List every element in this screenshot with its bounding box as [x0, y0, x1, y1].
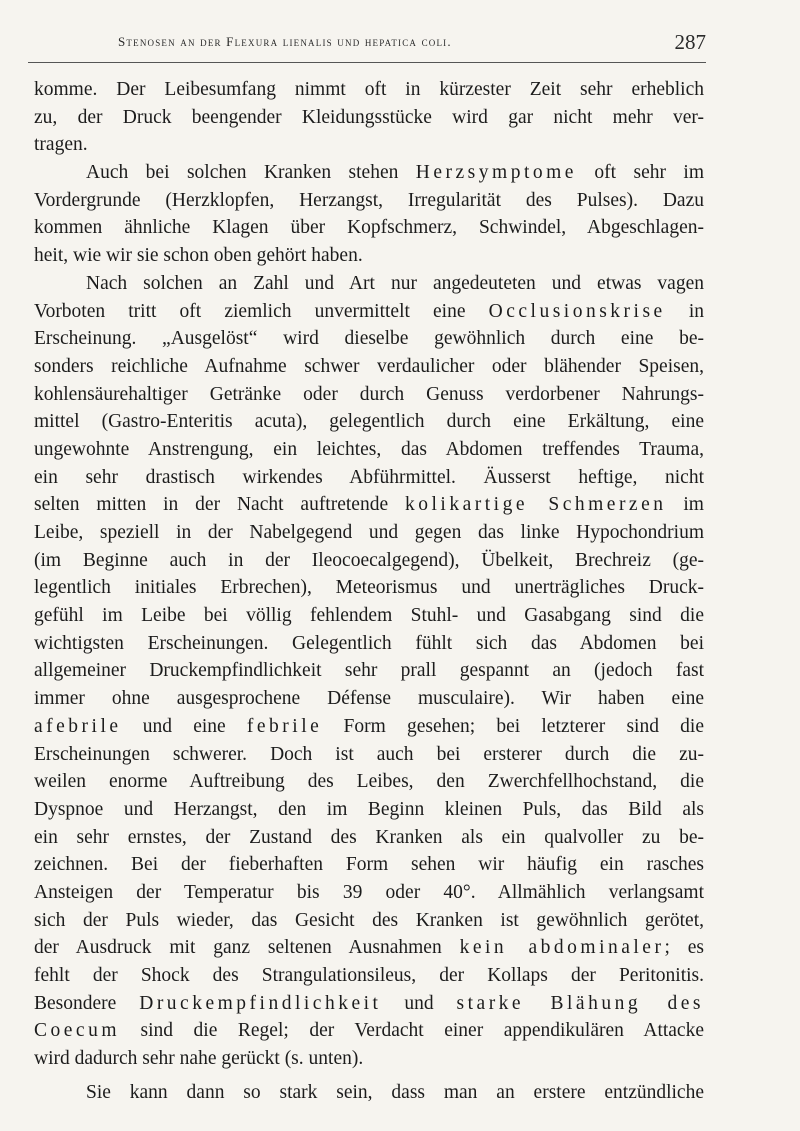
text-run: und: [381, 992, 457, 1014]
text-line: Vordergrunde (Herzklopfen, Herzangst, Irregularität des Pulses). Dazu: [34, 189, 704, 211]
text-line: ein sehr ernstes, der Zustand des Kranken als ein qualvoller zu be-: [34, 826, 704, 848]
text-run: Besondere: [34, 992, 140, 1014]
page-number: 287: [674, 30, 706, 54]
text-line: wird dadurch sehr nahe gerückt (s. unten).: [34, 1048, 364, 1070]
text-run: Auch bei solchen Kranken stehen: [86, 162, 416, 184]
text-line: immer ohne ausgesprochene Défense musculaire). Wir haben eine: [34, 688, 704, 710]
text-line: Dyspnoe und Herzangst, den im Beginn kleinen Puls, das Bild als: [34, 798, 704, 820]
page-header: [30, 30, 706, 56]
text-run: sind die Regel; der Verdacht einer appendikulären Attacke: [119, 1020, 704, 1042]
header-rule: [28, 62, 706, 63]
text-line: gefühl im Leibe bei völlig fehlendem Stuhl- und Gasabgang sind die: [34, 605, 704, 627]
spaced-emphasis: kein abdominaler: [459, 937, 665, 959]
spaced-emphasis: Occlusionskrise: [488, 300, 666, 322]
text-run: in: [665, 300, 704, 322]
text-line: Erscheinung. „Ausgelöst“ wird dieselbe gewöhnlich durch eine be-: [34, 328, 704, 350]
text-line: [34, 713, 704, 741]
body-text: [34, 76, 704, 1106]
text-line: allgemeiner Druckempfindlichkeit sehr prall gespannt an (jedoch fast: [34, 660, 704, 682]
text-line: fehlt der Shock des Strangulationsileus, der Kollaps der Peritonitis.: [34, 965, 704, 986]
text-run: selten mitten in der Nacht auftretende: [34, 494, 405, 516]
text-line: Erscheinungen schwerer. Doch ist auch bei ersterer durch die zu-: [34, 743, 704, 765]
text-line: Ansteigen der Temperatur bis 39 oder 40°. Allmählich verlangsamt: [34, 881, 704, 903]
text-line: heit, wie wir sie schon oben gehört haben.: [34, 245, 363, 267]
text-line: Sie kann dann so stark sein, dass man an erstere entzündliche: [86, 1081, 704, 1103]
text-line: legentlich initiales Erbrechen), Meteorismus und unerträgliches Druck-: [34, 577, 704, 599]
text-line: zu, der Druck beengender Kleidungsstücke wird gar nicht mehr ver-: [34, 106, 704, 128]
text-line: zeichnen. Bei der fieberhaften Form sehen wir häufig ein rasches: [34, 854, 704, 876]
text-run: im: [666, 494, 704, 516]
text-line: [34, 491, 704, 519]
text-run: Vorboten tritt oft ziemlich unvermittelt eine: [34, 300, 489, 322]
spaced-emphasis: Coecum: [34, 1020, 120, 1042]
text-line: wichtigsten Erscheinungen. Gelegentlich fühlt sich das Abdomen bei: [34, 632, 704, 654]
text-line: [34, 1017, 704, 1045]
text-line: mittel (Gastro-Enteritis acuta), gelegentlich durch eine Erkältung, eine: [34, 411, 704, 433]
text-line: (im Beginne auch in der Ileocoecalgegend), Übelkeit, Brechreiz (ge-: [34, 549, 704, 571]
text-line: komme. Der Leibesumfang nimmt oft in kürzester Zeit sehr erheblich: [34, 79, 704, 100]
text-line: Nach solchen an Zahl und Art nur angedeuteten und etwas vagen: [86, 272, 704, 294]
text-run: der Ausdruck mit ganz seltenen Ausnahmen: [34, 937, 460, 959]
spaced-emphasis: kolikartige Schmerzen: [405, 494, 667, 516]
spaced-emphasis: afebrile: [34, 715, 122, 737]
spaced-emphasis: Druckempfindlichkeit: [139, 992, 382, 1014]
text-line: kommen ähnliche Klagen über Kopfschmerz, Schwindel, Abgeschlagen-: [34, 217, 704, 239]
text-line: weilen enorme Auftreibung des Leibes, den Zwerchfellhochstand, die: [34, 771, 704, 793]
text-line: [34, 990, 704, 1018]
text-line: ein sehr drastisch wirkendes Abführmittel. Äusserst heftige, nicht: [34, 466, 704, 488]
running-head: Stenosen an der Flexura lienalis und hepatica coli.: [118, 34, 452, 49]
text-line: sich der Puls wieder, das Gesicht des Kranken ist gewöhnlich gerötet,: [34, 909, 704, 931]
text-line: sonders reichliche Aufnahme schwer verdaulicher oder blähender Speisen,: [34, 355, 704, 377]
text-run: oft sehr im: [576, 162, 704, 184]
text-line: Leibe, speziell in der Nabelgegend und gegen das linke Hypochondrium: [34, 522, 704, 543]
text-run: und eine: [121, 715, 247, 737]
text-run: ; es: [664, 937, 704, 959]
text-run: Form gesehen; bei letzterer sind die: [322, 715, 704, 737]
text-line: kohlensäurehaltiger Getränke oder durch Genuss verdorbener Nahrungs-: [34, 383, 704, 405]
text-line: [34, 934, 704, 962]
spaced-emphasis: starke Blähung des: [456, 992, 704, 1014]
text-line: [34, 298, 704, 326]
spaced-emphasis: febrile: [246, 715, 323, 737]
spaced-emphasis: Herzsymptome: [415, 162, 577, 184]
text-line: ungewohnte Anstrengung, ein leichtes, das Abdomen treffendes Trauma,: [34, 438, 704, 460]
text-line: [34, 159, 704, 187]
text-line: tragen.: [34, 134, 88, 156]
